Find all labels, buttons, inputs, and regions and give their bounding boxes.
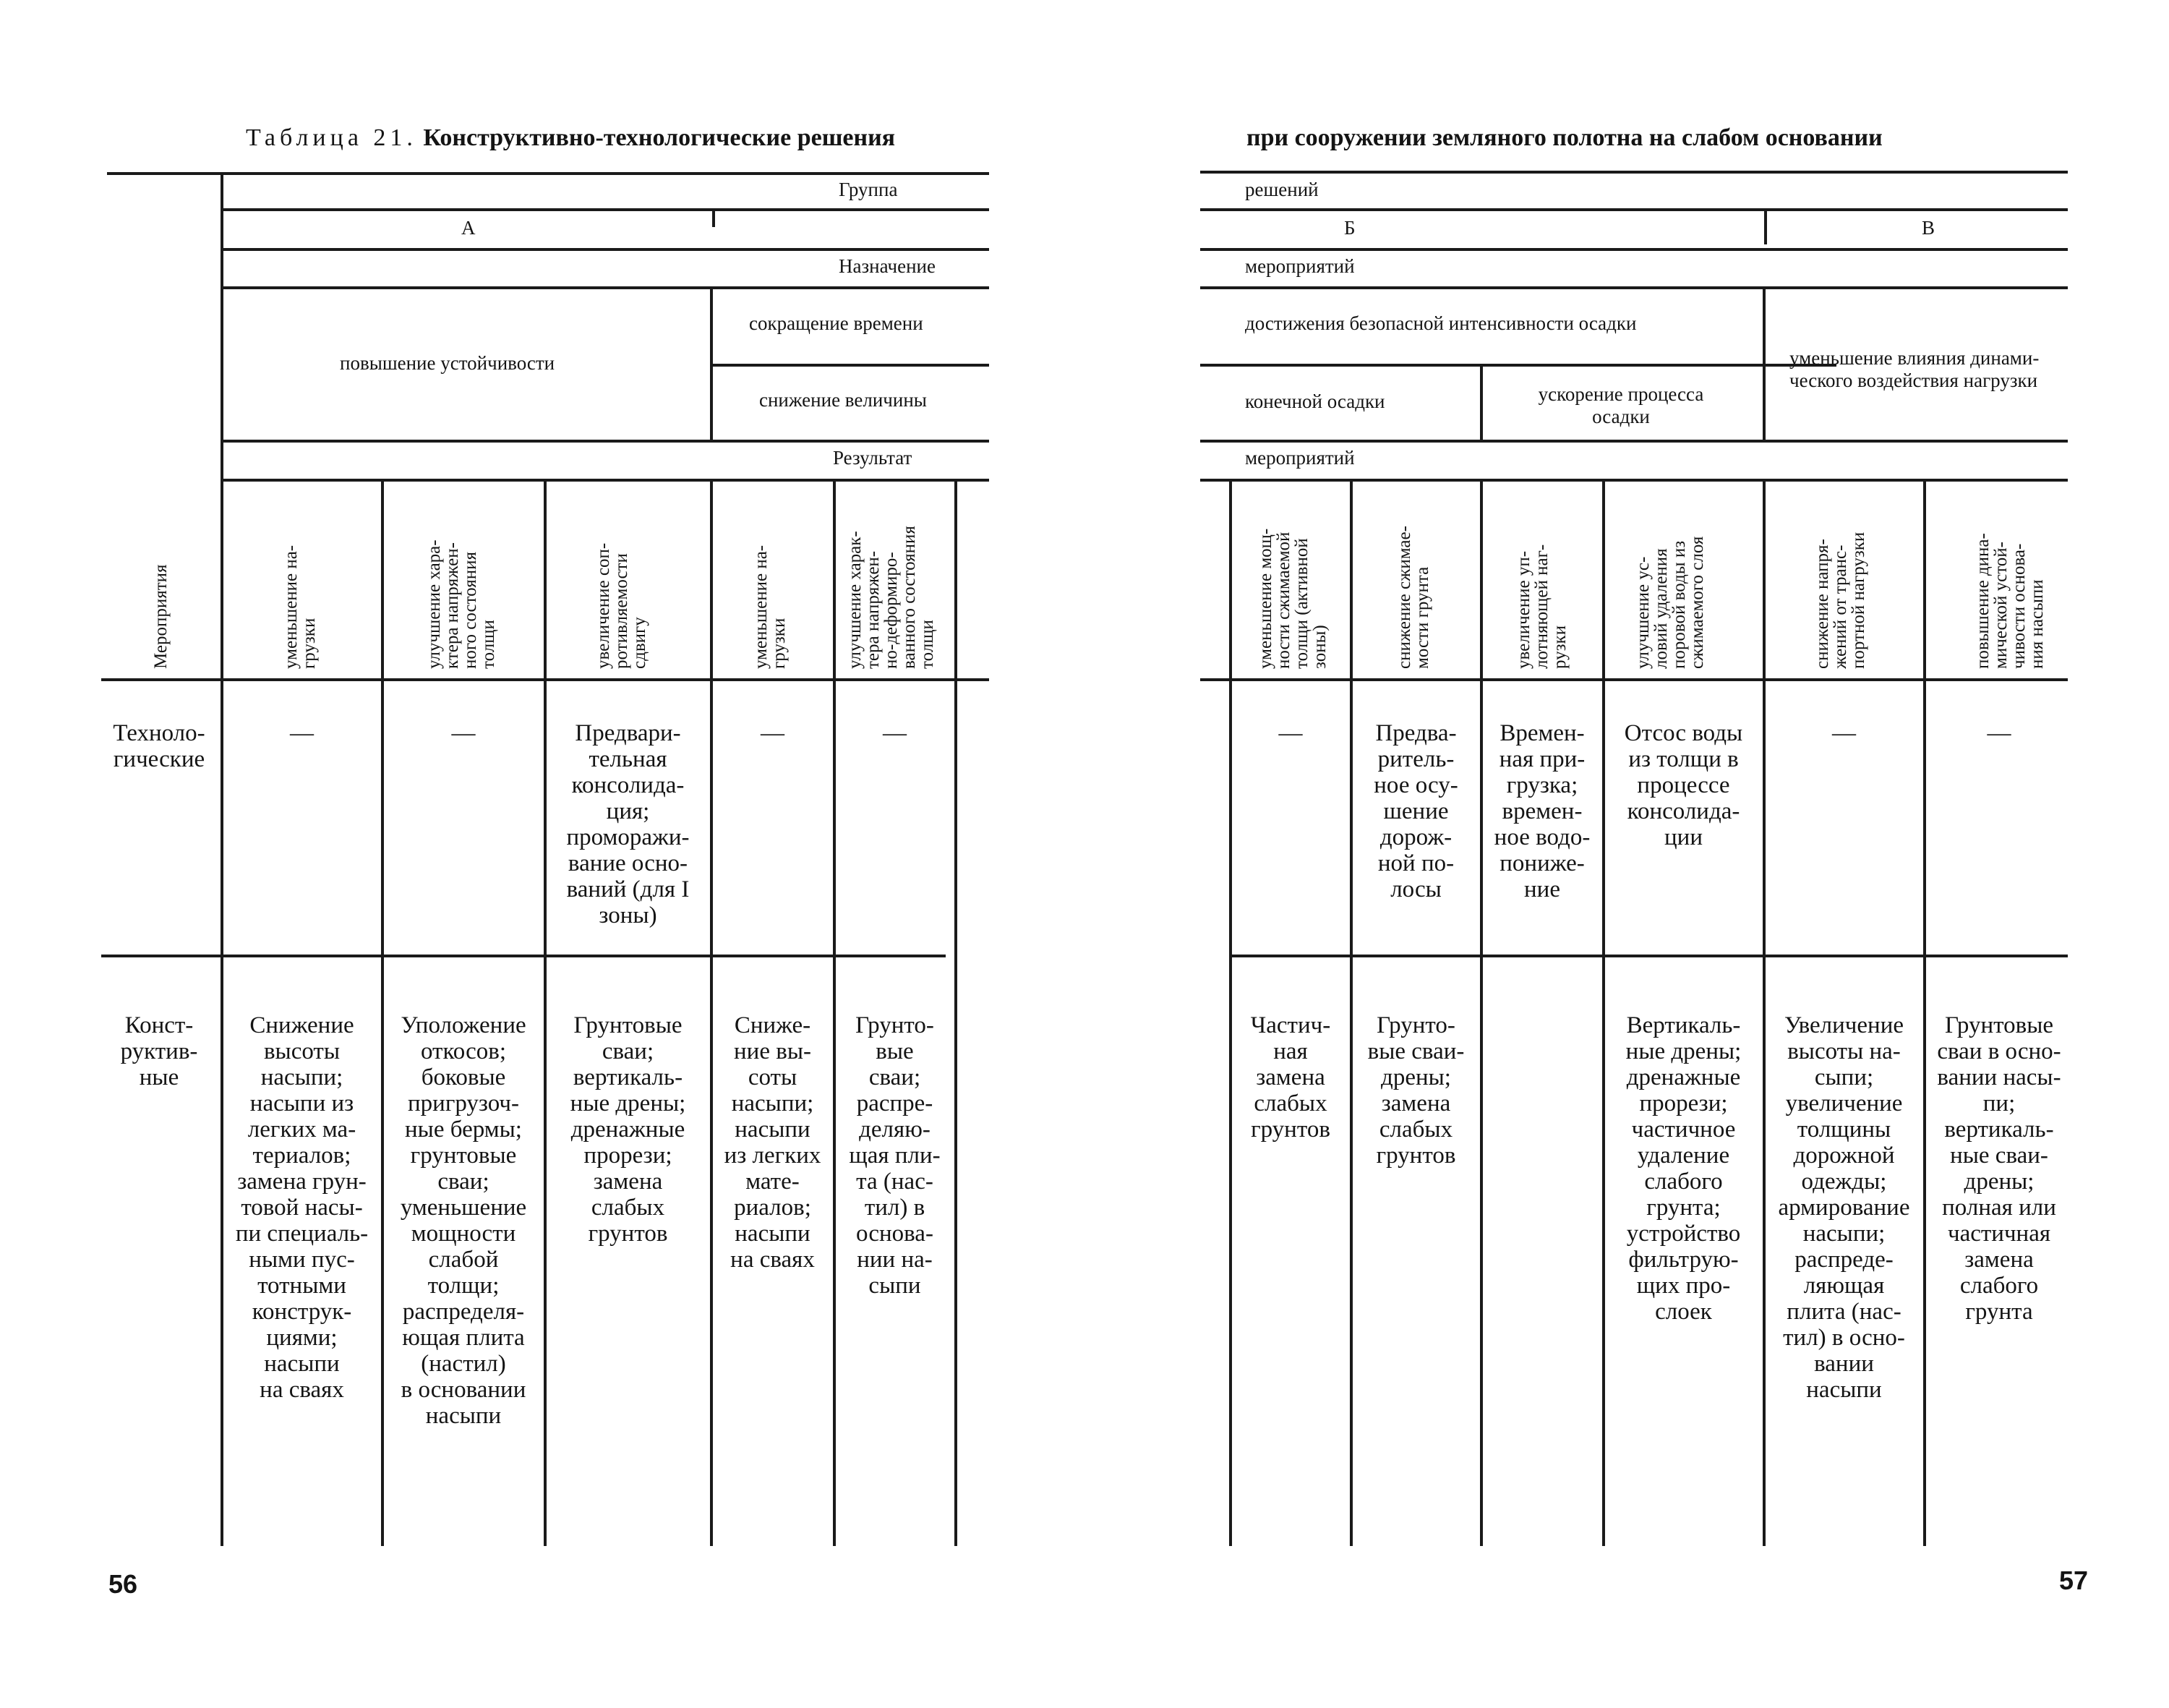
header-measures: мероприятий (1245, 255, 1355, 277)
table-title-prefix: Таблица 21. (246, 124, 417, 151)
result-col-header: повышение дина- мической устой- чивости основа- ния насыпи (1973, 533, 2047, 669)
table-title-continued: при сооружении земляного полотна на слабом основании (1246, 124, 1883, 151)
rule (221, 286, 989, 289)
col-line (710, 480, 713, 1546)
table-cell: Уположение откосов; боковые пригрузоч- ные бермы; грунтовые сваи; уменьшение мощности слабой толщи; распределя- ющая плита (настил) в основании насыпи (400, 1012, 527, 1429)
table-title-main: Конструктивно-технологические решения (423, 124, 896, 151)
table-cell: Грунтовые сваи; вертикаль- ные дрены; дренажные прорези; замена слабых грунтов (570, 1012, 686, 1247)
row-label-technological: Техноло- гические (113, 720, 205, 772)
col-line (1480, 480, 1483, 1546)
rule (1200, 479, 2068, 482)
result-col-header: улучшение хара- ктера напряжен- ного состояния толщи (424, 539, 498, 669)
result-col-header: увеличение соп- ротивляемости сдвигу (594, 542, 649, 669)
table-title (246, 124, 895, 152)
row-label-constructive: Конст- руктив- ные (120, 1012, 198, 1090)
rule (1200, 286, 2068, 289)
rule (221, 248, 989, 251)
col-line (544, 480, 547, 1546)
table-cell: — (1278, 720, 1303, 746)
header-group: Группа (839, 179, 898, 200)
col-line (833, 480, 836, 1546)
header-reduce-magnitude: снижение величины (759, 389, 927, 411)
header-decisions: решений (1245, 179, 1319, 200)
header-accelerate: ускорение процесса осадки (1538, 383, 1704, 427)
rule (1200, 208, 2068, 211)
col-line (954, 480, 957, 1546)
rule-row-separator (1229, 955, 2068, 957)
col-line (1763, 288, 1766, 440)
table-cell: Грунтовые сваи в осно- вании насы- пи; вертикаль- ные сваи- дрены; полная или частичная замена слабого грунта (1937, 1012, 2061, 1325)
table-cell: Снижение высоты насыпи; насыпи из легких ма- териалов; замена грун- товой насы- пи специаль- ными пус- тотными конструк- циями; насыпи на сваях (235, 1012, 369, 1403)
table-cell: Времен- ная при- грузка; времен- ное водо- пониже- ние (1494, 720, 1591, 902)
header-group-v: В (1922, 217, 1935, 239)
table-cell: Предва- ритель- ное осу- шение дорож- ной по- лосы (1374, 720, 1458, 902)
col-line (381, 480, 384, 1546)
table-cell: — (761, 720, 784, 746)
table-cell: Грунто- вые сваи- дрены; замена слабых грунтов (1367, 1012, 1465, 1169)
table-cell: — (451, 720, 476, 746)
header-measures-2: мероприятий (1245, 447, 1355, 469)
table-cell: Грунто- вые сваи; распре- деляю- щая пли- та (нас- тил) в основа- нии на- сыпи (849, 1012, 941, 1299)
page-number: 56 (108, 1569, 138, 1599)
table-cell: Предвари- тельная консолида- ция; проморажи- вание осно- ваний (для I зоны) (566, 720, 690, 928)
table-cell: — (1987, 720, 2011, 746)
header-purpose: Назначение (839, 255, 936, 277)
rule (221, 208, 989, 211)
header-measures: Мероприятия (151, 564, 171, 669)
table-cell: — (290, 720, 314, 746)
table-cell: Частич- ная замена слабых грунтов (1250, 1012, 1331, 1143)
table-cell: — (1832, 720, 1856, 746)
col-line (1229, 480, 1232, 1546)
col-line (710, 288, 713, 440)
header-reduce-time: сокращение времени (749, 312, 923, 334)
right-page (1084, 0, 2169, 1708)
table-cell: Увеличение высоты на- сыпи; увеличение толщины дорожной одежды; армирование насыпи; распреде- ляющая плита (нас- тил) в осно- вании насыпи (1778, 1012, 1910, 1403)
col-line (1763, 480, 1766, 1546)
table-cell: — (883, 720, 907, 746)
header-final-settlement: конечной осадки (1245, 390, 1385, 412)
header-group-a: А (461, 217, 476, 239)
rule (712, 364, 989, 367)
header-safe-settlement: достижения безопасной интенсивности осадки (1245, 312, 1637, 334)
col-line (712, 210, 715, 227)
rule-header-bottom (1200, 678, 2068, 681)
rule-top (1200, 171, 2068, 174)
header-group-b: Б (1344, 217, 1356, 239)
result-col-header: снижение напря- жений от транс- портной нагрузки (1813, 531, 1868, 669)
header-increase-stability: повышение устойчивости (340, 352, 555, 374)
col-line (221, 172, 223, 1546)
col-line (1923, 480, 1926, 1546)
page-number: 57 (2059, 1566, 2089, 1595)
rule-row-separator (101, 955, 946, 957)
result-col-header: снижение сжимае- мости грунта (1395, 526, 1432, 669)
result-col-header: улучшение харак- тера напряжен- но-деформиро- ванного состояния толщи (845, 526, 937, 669)
result-col-header: увеличение уп- лотняющей наг- рузки (1514, 544, 1570, 669)
table-cell: Отсос воды из толщи в процессе консолида- ции (1624, 720, 1743, 850)
result-col-header: уменьшение мощ- ности сжимаемой толщи (активной зоны) (1256, 528, 1330, 669)
col-line (1480, 365, 1483, 440)
rule (1200, 248, 2068, 251)
rule (221, 440, 989, 443)
rule (1200, 440, 2068, 443)
col-line (1764, 210, 1767, 244)
result-col-header: улучшение ус- ловий удаления поровой воды из сжимаемого слоя (1633, 536, 1707, 669)
table-cell: Вертикаль- ные дрены; дренажные прорези; частичное удаление слабого грунта; устройство фильтрую- щих про- слоек (1625, 1012, 1742, 1325)
result-col-header: уменьшение на- грузки (751, 545, 789, 669)
left-page (0, 0, 1084, 1708)
rule (221, 479, 989, 482)
col-line (1350, 480, 1353, 1546)
rule (1200, 364, 1836, 367)
result-col-header: уменьшение на- грузки (281, 545, 319, 669)
header-result: Результат (833, 447, 912, 469)
table-cell: Сниже- ние вы- соты насыпи; насыпи из легких мате- риалов; насыпи на сваях (724, 1012, 821, 1273)
header-dynamic: уменьшение влияния динами- ческого воздействия нагрузки (1789, 347, 2040, 391)
col-line (1602, 480, 1605, 1546)
rule-top (107, 172, 989, 175)
